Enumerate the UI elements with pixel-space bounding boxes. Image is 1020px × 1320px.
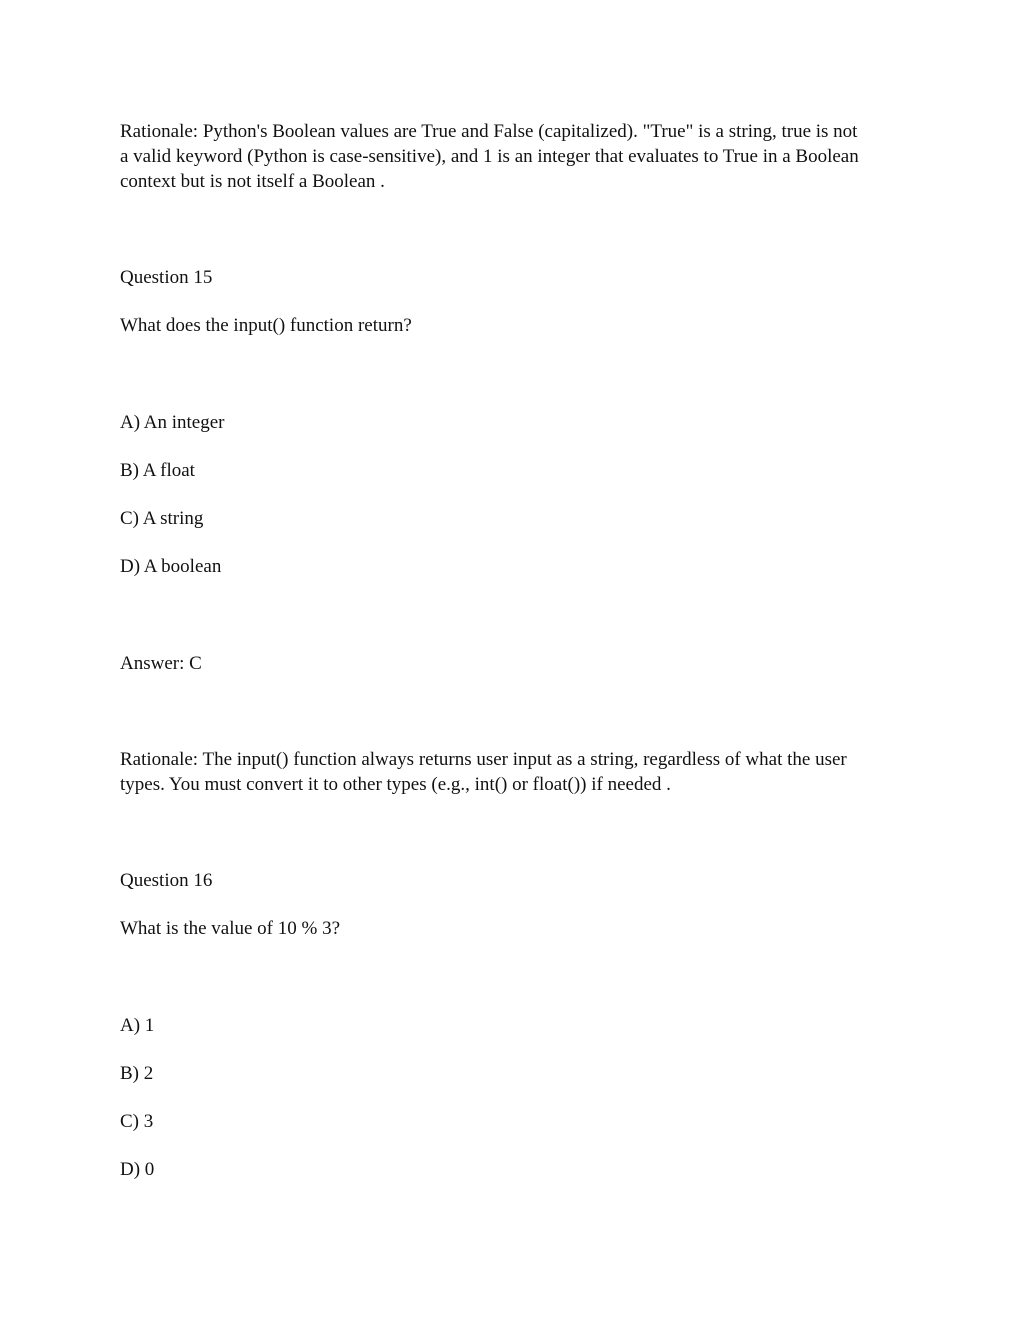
question-15-answer: Answer: C (120, 653, 202, 674)
previous-rationale (120, 119, 910, 194)
previous-rationale-line: Rationale: Python's Boolean values are True and False (capitalized). "True" is a string, true is not (120, 121, 858, 142)
question-15-rationale-line: Rationale: The input() function always returns user input as a string, regardless of what the user (120, 749, 847, 770)
question-15-option-a: A) An integer (120, 412, 225, 433)
question-15-rationale (120, 747, 910, 797)
question-16-option-b: B) 2 (120, 1063, 154, 1084)
question-15-prompt: What does the input() function return? (120, 315, 412, 336)
question-16-heading: Question 16 (120, 870, 213, 891)
question-16-option-a: A) 1 (120, 1015, 155, 1036)
question-15-option-c: C) A string (120, 508, 204, 529)
question-15-rationale-line: types. You must convert it to other types (e.g., int() or float()) if needed . (120, 774, 671, 795)
question-16-prompt: What is the value of 10 % 3? (120, 918, 341, 939)
previous-rationale-line: a valid keyword (Python is case-sensitive), and 1 is an integer that evaluates to True in a Boolean (120, 146, 859, 167)
previous-rationale-line: context but is not itself a Boolean . (120, 171, 385, 192)
question-15-option-b: B) A float (120, 460, 195, 481)
question-16-option-d: D) 0 (120, 1159, 155, 1180)
question-15-heading: Question 15 (120, 267, 213, 288)
question-16-option-c: C) 3 (120, 1111, 154, 1132)
question-15-option-d: D) A boolean (120, 556, 222, 577)
